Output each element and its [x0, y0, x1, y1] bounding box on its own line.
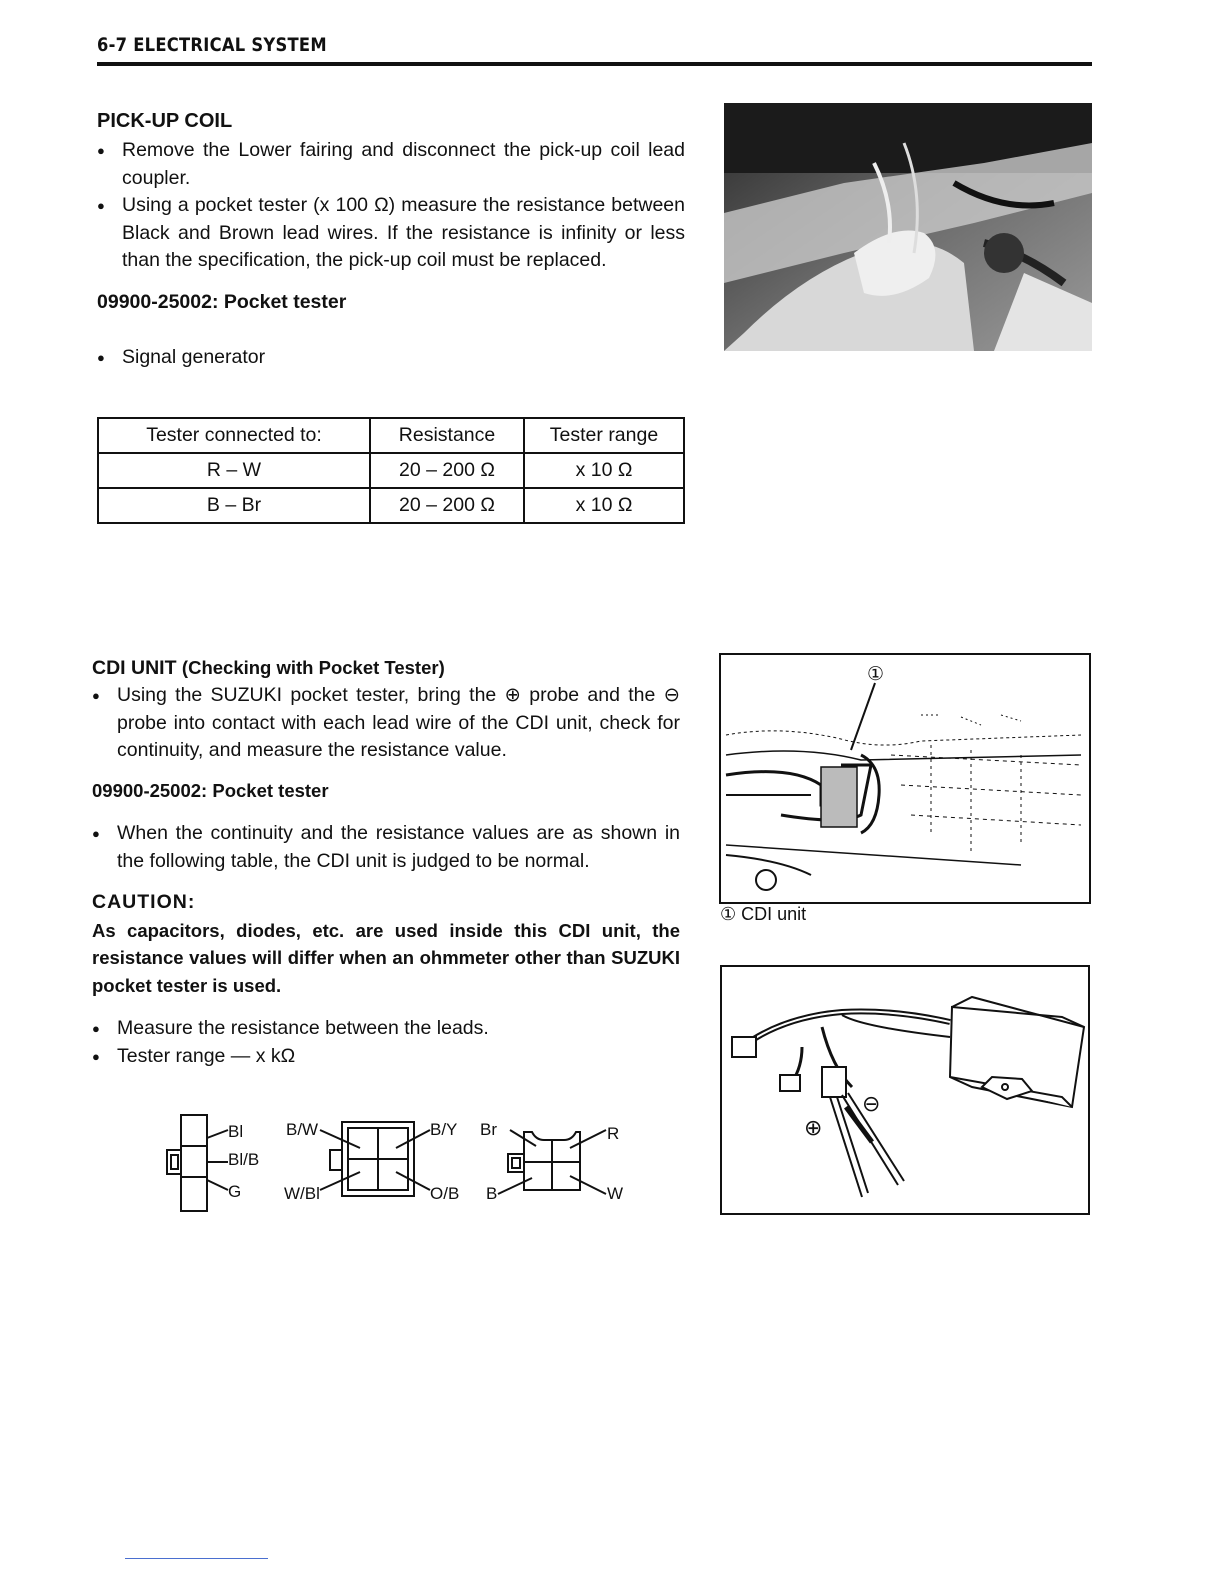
- minus-probe-mark: ⊖: [862, 1092, 881, 1117]
- cdi-bullet-1-text-c: probe into contact with each lead wire of the CDI unit, check for continuity, and measure the resistance value.: [117, 711, 680, 761]
- cdi-section: [92, 657, 680, 1070]
- cdi-caption-number: ①: [720, 904, 737, 924]
- cdi-callout-marker: ①: [867, 664, 885, 685]
- connector-diagrams: [160, 1110, 640, 1220]
- plus-probe-mark: ⊕: [804, 1116, 823, 1141]
- cdi-test-figure: [720, 965, 1090, 1215]
- conn-label: Bl/B: [228, 1150, 260, 1169]
- cdi-caption: [720, 904, 806, 925]
- table-cell: B – Br: [98, 488, 370, 523]
- page-header: 6-7 ELECTRICAL SYSTEM: [97, 34, 327, 56]
- cdi-heading-sub: (Checking with Pocket Tester): [181, 657, 445, 678]
- cdi-location-drawing: [721, 655, 1089, 902]
- conn-label: O/B: [430, 1184, 460, 1203]
- table-header-row: [98, 418, 684, 453]
- cdi-tool-spec: 09900-25002: Pocket tester: [92, 779, 329, 801]
- table-header-cell: Tester range: [524, 418, 684, 453]
- table-cell: x 10 Ω: [524, 488, 684, 523]
- conn-label: G: [228, 1182, 242, 1201]
- pickup-heading: PICK-UP COIL: [97, 110, 233, 132]
- pickup-coil-photo: [724, 103, 1092, 351]
- table-cell: R – W: [98, 453, 370, 488]
- cdi-bullet-4: ● Tester range — x kΩ: [92, 1043, 680, 1071]
- cdi-bullet-3: ● Measure the resistance between the leads.: [92, 1015, 680, 1043]
- conn-label: W: [607, 1184, 624, 1203]
- cdi-caption-text: CDI unit: [741, 904, 807, 924]
- pickup-bullet-2: ● Using a pocket tester (x 100 Ω) measure the resistance between Black and Brown lead wires. If the resistance is infinity or less than the specification, the pick-up coil must be replaced.: [97, 192, 685, 275]
- cdi-heading: [92, 657, 680, 680]
- header-rule: [97, 62, 1092, 66]
- pickup-photo-drawing: [724, 103, 1092, 351]
- caution-title: CAUTION:: [92, 891, 196, 913]
- cdi-bullet-2: ● When the continuity and the resistance values are as shown in the following table, the CDI unit is judged to be normal.: [92, 820, 680, 875]
- table-cell: 20 – 200 Ω: [370, 488, 524, 523]
- pickup-section: [97, 110, 685, 372]
- conn-label: B/W: [286, 1120, 319, 1139]
- table-header-cell: Tester connected to:: [98, 418, 370, 453]
- conn-label: Br: [480, 1120, 497, 1139]
- cdi-location-figure: [719, 653, 1091, 904]
- table-cell: x 10 Ω: [524, 453, 684, 488]
- table-header-cell: Resistance: [370, 418, 524, 453]
- minus-probe-icon: ⊖: [663, 684, 681, 706]
- pickup-tool-spec: 09900-25002: Pocket tester: [97, 290, 347, 313]
- conn-label: B: [486, 1184, 498, 1203]
- cdi-heading-main: CDI UNIT: [92, 657, 177, 679]
- caution-text: As capacitors, diodes, etc. are used inside this CDI unit, the resistance values will differ when an ohmmeter other than SUZUKI pocket tester is used.: [92, 919, 680, 996]
- pickup-bullet-1: ● Remove the Lower fairing and disconnect the pick-up coil lead coupler.: [97, 137, 685, 192]
- cdi-bullet-1: [92, 682, 680, 765]
- cdi-test-drawing: [722, 967, 1088, 1213]
- signal-generator-bullet: ● Signal generator: [97, 344, 685, 372]
- cdi-bullet-1-text-a: Using the SUZUKI pocket tester, bring the: [117, 684, 497, 706]
- conn-label: R: [607, 1124, 620, 1143]
- footer-rule: [125, 1558, 268, 1559]
- conn-label: Bl: [228, 1122, 244, 1141]
- conn-label: W/Bl: [284, 1184, 320, 1203]
- plus-probe-icon: ⊕: [504, 684, 521, 706]
- resistance-table: [97, 417, 685, 524]
- table-row: [98, 453, 684, 488]
- table-row: [98, 488, 684, 523]
- conn-label: B/Y: [430, 1120, 458, 1139]
- table-cell: 20 – 200 Ω: [370, 453, 524, 488]
- cdi-bullet-1-text-b: probe and the: [529, 684, 656, 706]
